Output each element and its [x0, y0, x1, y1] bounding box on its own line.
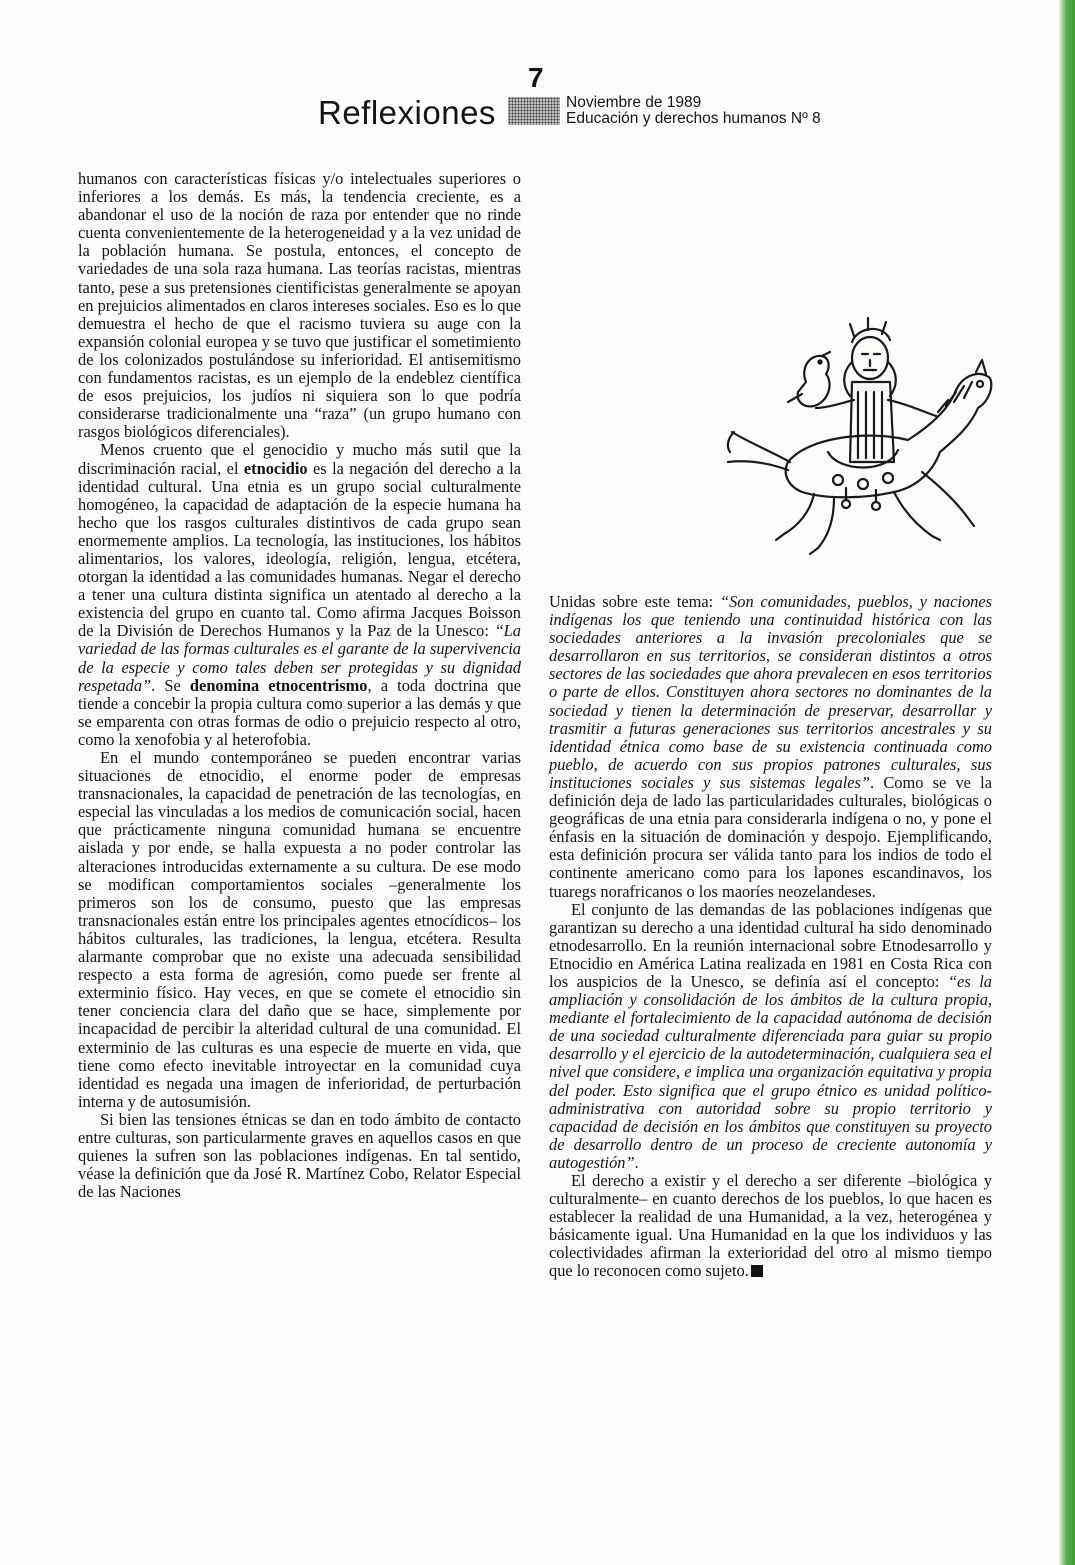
text-run: Si bien las tensiones étnicas se dan en todo ámbito de contacto entre culturas, son particularmente graves en aquellos casos en que quienes la sufren son las poblaciones indígenas. En tal sentido, véase la definición que da José R. Martínez Cobo, Relator Especial de las Naciones	[78, 1109, 521, 1202]
text-run: es la negación del derecho a la identidad cultural. Una etnia es un grupo social culturalmente homogéneo, la capacidad de adaptación de la especie humana ha hecho que los rasgos culturales distintivos de cada grupo sean enormemente amplios. La tecnología, las instituciones, los hábitos alimentarios, los valores, ideología, religión, lengua, etcétera, otorgan la identidad a las comunidades humanas. Negar el derecho a tener una cultura distinta significa un atentado al derecho a la existencia del grupo en cuanto tal. Como afirma Jacques Boisson de la División de Derechos Humanos y la Paz de la Unesco:	[78, 458, 521, 641]
quotation: “es la ampliación y consolidación de los ámbitos de la cultura propia, mediante el fortalecimiento de la capacidad autónoma de decisión de una sociedad culturalmente diferenciada para guiar su propio desarrollo y el ejercicio de la autodeterminación, cualquiera sea el nivel que considere, e implica una organización equitativa y propia del poder. Esto significa que el grupo étnico es unidad político-administrativa con autoridad sobre su propio territorio y capacidad de decisión en los ámbitos que constituyen su proyecto de desarrollo dentro de un proceso de creciente autonomía y autogestión”	[549, 971, 992, 1172]
text-run: Menos cruento que el genocidio y mucho más sutil que la discriminación racial, el	[78, 440, 521, 478]
left-column	[78, 170, 521, 1201]
page-number: 7	[528, 62, 544, 93]
right-column	[549, 593, 992, 1281]
text-run: humanos con características físicas y/o intelectuales superiores o inferiores a los demás. Es más, la tendencia creciente, es a abandonar el uso de la noción de raza por entender que no rinde cuenta convenientemente de la heterogeneidad y a la vez unidad de la población humana. Se postula, entonces, el concepto de variedades de una sola raza humana. Las teorías racistas, mientras tanto, pese a sus pretensiones cientificistas generalmente se apoyan en prejuicios alimentados en claros intereses sociales. Eso es lo que demuestra el hecho de que el racismo tuviera su auge con la expansión colonial europea y se tuvo que justificar el sometimiento de los colonizados postulándose su inferioridad. El antisemitismo con fundamentos racistas, es un ejemplo de la endeblez científica de esos prejuicios, los judíos ni siquiera son lo que podría considerarse tradicionalmente una “raza” (un grupo humano con rasgos biológicos diferenciales).	[78, 169, 521, 442]
text-run: . Se	[151, 675, 190, 695]
publication-name: Educación y derechos humanos Nº 8	[566, 110, 821, 127]
page-edge-stripe	[1059, 0, 1075, 1565]
body-paragraph	[549, 593, 992, 901]
text-run: , a toda doctrina que tiende a concebir la propia cultura como superior a las demás y que se emparenta con otras formas de odio o prejuicio respecto al otro, como la xenofobia y al heterofobia.	[78, 675, 521, 749]
issue-date: Noviembre de 1989	[566, 94, 702, 111]
body-paragraph	[78, 170, 521, 441]
quotation: “La variedad de las formas culturales es el garante de la supervivencia de la especie y como tales deben ser protegidas y su dignidad respetada”	[78, 621, 521, 695]
end-of-article-mark	[751, 1265, 763, 1277]
text-run: . Como se ve la definición deja de lado las particularidades culturales, biológicas o geográficas de una etnia para considerarla indígena o no, y pone el énfasis en la situación de dominación y despojo. Ejemplificando, esta definición procura ser válida tanto para los indios de todo el continente americano como para los lapones escandinavos, los tuaregs norafricanos o los maoríes neozelandeses.	[549, 772, 992, 901]
quotation: “Son comunidades, pueblos, y naciones indígenas los que teniendo una continuidad histórica con las sociedades anteriores a la invasión precoloniales que se desarrollaron en sus territorios, se consideran distintos a otros sectores de las sociedades que ahora prevalecen en esos territorios o parte de ellos. Constituyen ahora sectores no dominantes de la sociedad y tienen la determinación de preservar, desarrollar y trasmitir a futuras generaciones sus territorios ancestrales y su identidad étnica como base de su existencia continuada como pueblo, de acuerdo con sus propios patrones culturales, sus instituciones sociales y sus sistemas legales”	[549, 592, 992, 792]
text-run: El derecho a existir y el derecho a ser diferente –biológica y culturalmente– en cuanto derechos de los pueblos, lo que hacen es establecer la realidad de una Humanidad, a la vez, heterogénea y básicamente igual. Una Humanidad en la que los individuos y las colectividades afirman la exterioridad del otro al mismo tiempo que lo reconocen como sujeto.	[549, 1171, 992, 1281]
bold-term: denomina etnocentrismo	[189, 675, 368, 695]
body-paragraph	[549, 1172, 992, 1281]
body-paragraph	[78, 749, 521, 1111]
text-run: Unidas sobre este tema:	[549, 592, 720, 611]
body-paragraph	[78, 1111, 521, 1201]
text-run: El conjunto de las demandas de las poblaciones indígenas que garantizan su derecho a una identidad cultural ha sido denominado etnodesarrollo. En la reunión internacional sobre Etnodesarrollo y Etnocidio en América Latina realizada en 1981 en Costa Rica con los auspicios de la Unesco, se definía así el concepto:	[549, 899, 992, 991]
section-title: Reflexiones	[318, 94, 496, 131]
text-run: .	[634, 1152, 639, 1172]
header-info	[566, 95, 821, 127]
header-dot-pattern	[508, 97, 560, 125]
bold-term: etnocidio	[243, 458, 308, 478]
text-run: En el mundo contemporáneo se pueden encontrar varias situaciones de etnocidio, el enorme poder de empresas transnacionales, la capacidad de penetración de las tecnologías, en especial las vinculadas a los medios de comunicación social, hacen que prácticamente ninguna comunidad humana se encuentre aislada y por ende, se halla expuesta a no poder controlar las alteraciones introducidas externamente a su cultura. De ese modo se modifican comportamientos sociales –generalmente los primeros son los de consumo, puesto que las empresas transnacionales están entre los principales agentes etnocídicos– los hábitos culturales, las tradiciones, la lengua, etcétera. Resulta alarmante comprobar que no existe una adecuada sensibilidad respecto a esta forma de agresión, como puede ser frente al exterminio físico. Hay veces, en que se comete el etnocidio sin tener conciencia clara del daño que se hace, simplemente por incapacidad de percibir la alteridad cultural de una comunidad. El exterminio de las culturas es una especie de muerte en vida, que tiene como efecto inevitable introyectar en la comunidad cuya identidad es negada una imagen de inferioridad, de perturbación interna y de autosumisión.	[78, 748, 521, 1111]
body-paragraph	[549, 901, 992, 1172]
horse-rider-with-bird-icon	[718, 312, 998, 582]
body-paragraph	[78, 441, 521, 749]
